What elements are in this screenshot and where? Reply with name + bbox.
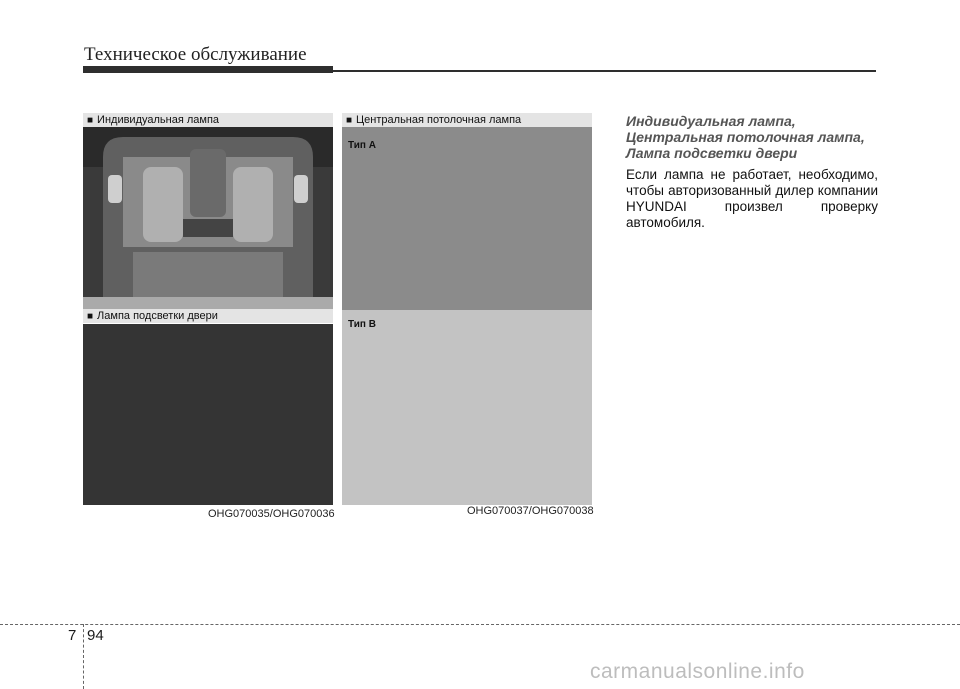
page-header-title: Техническое обслуживание	[84, 44, 307, 65]
bullet-square-icon: ■	[87, 115, 94, 126]
header-rule-thick	[83, 66, 333, 73]
center-lamp-type-a-photo	[342, 127, 592, 310]
bullet-square-icon: ■	[87, 311, 94, 322]
section-body: Если лампа не работает, необходимо, чтобы авторизованный дилер компании HYUNDAI произвел проверку автомобиля.	[626, 167, 878, 230]
page-number: 94	[87, 627, 104, 644]
center-lamp-type-b-photo	[342, 310, 592, 505]
figure-caption-center-lamp	[342, 113, 592, 127]
heading-line: Индивидуальная лампа,	[626, 113, 796, 129]
figure-caption-door-lamp	[83, 309, 333, 323]
figure-caption-individual-lamp	[83, 113, 333, 127]
chapter-number: 7	[68, 627, 77, 644]
door-lamp-photo	[83, 324, 333, 505]
section-text	[626, 113, 878, 231]
watermark-text: carmanualsonline.info	[590, 660, 805, 683]
heading-line: Лампа подсветки двери	[626, 145, 798, 161]
type-a-label: Тип A	[348, 140, 376, 151]
type-b-label: Тип B	[348, 319, 376, 330]
figure-code-right: OHG070037/OHG070038	[467, 505, 594, 517]
section-heading	[626, 113, 878, 161]
header-rule-thin	[333, 70, 876, 72]
bullet-square-icon: ■	[346, 115, 353, 126]
caption-text: Лампа подсветки двери	[97, 310, 218, 322]
caption-text: Индивидуальная лампа	[97, 114, 220, 126]
footer-divider	[0, 624, 960, 625]
figure-code-left: OHG070035/OHG070036	[208, 508, 335, 520]
individual-lamp-photo	[83, 127, 333, 309]
footer-vertical-divider	[83, 624, 84, 689]
heading-line: Центральная потолочная лампа,	[626, 129, 865, 145]
caption-text: Центральная потолочная лампа	[356, 114, 522, 126]
